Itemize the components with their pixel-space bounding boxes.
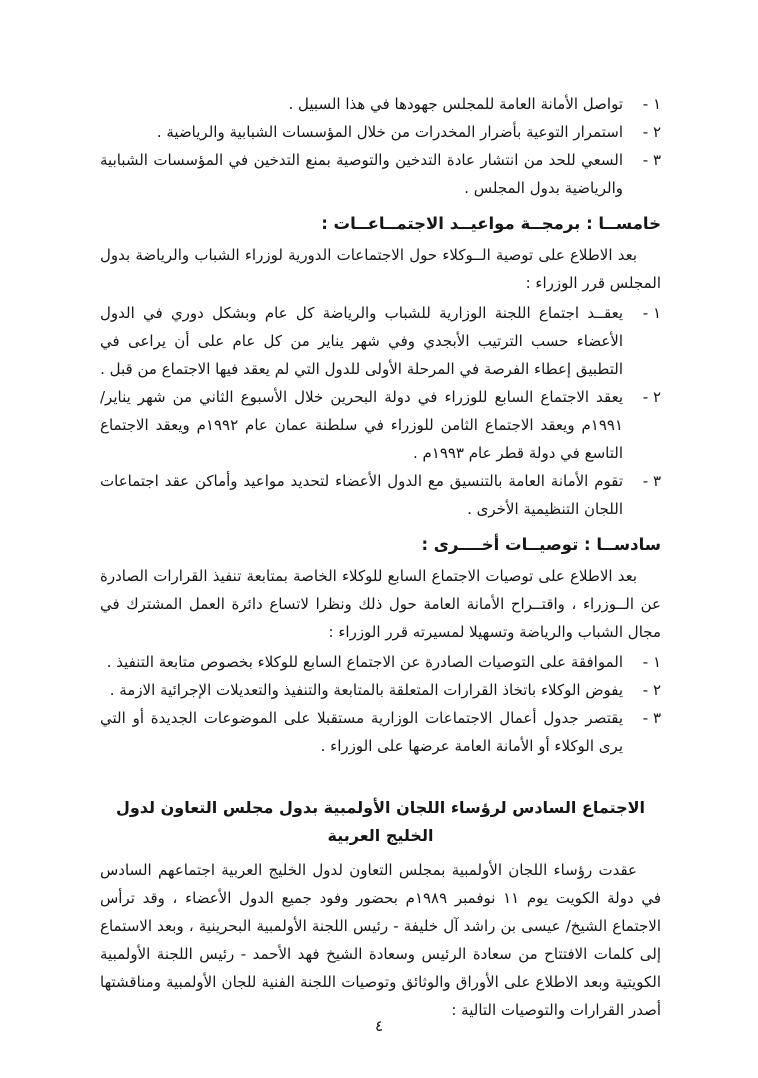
page-number: ٤: [374, 1017, 384, 1035]
item-number: ١ -: [642, 653, 661, 671]
meeting-section-body: عقدت رؤساء اللجان الأولمبية بمجلس التعاون لدول الخليج العربية اجتماعهم السادس في دولة الكويت يوم ١١ نوفمبر ١٩٨٩م بحضور وفود جميع الدول الأعضاء ، وقد ترأس الاجتماع الشيخ/ عيسى بن راشد آل خليفة - رئيس اللجنة الأولمبية البحرينية ، وبعد الاستماع إلى كلمات الافتتاح من سعادة الرئيس وسعادة الشيخ فهد الأحمد - رئيس اللجنة الأولمبية الكويتية وبعد الاطلاع على الأوراق والوثائق وتوصيات اللجنة الفنية للجان الأولمبية ومناقشتها أصدر القرارات والتوصيات التالية :: [100, 861, 662, 1019]
section-sixth-intro: بعد الاطلاع على توصيات الاجتماع السابع للوكلاء الخاصة بمتابعة تنفيذ القرارات الصادرة عن الــوزراء ، واقتــراح الأمانة العامة حول ذلك ونظرا لاتساع دائرة العمل المشترك في مجال الشباب والرياضة وتسهيلا لمسيرته قرر الوزراء :: [100, 567, 661, 641]
list-item: [100, 90, 661, 118]
item-text: السعي للحد من انتشار عادة التدخين والتوصية بمنع التدخين في المؤسسات الشبابية والرياضية بدول المجلس .: [100, 151, 623, 197]
item-text: يقتصر جدول أعمال الاجتماعات الوزارية مستقبلا على الموضوعات الجديدة أو التي يرى الوكلاء أو الأمانة العامة عرضها على الوزراء .: [100, 709, 623, 755]
section-heading-sixth: سادســا : توصيــات أخــــرى :: [421, 535, 661, 554]
item-text: يعقــد اجتماع اللجنة الوزارية للشباب والرياضة كل عام وبشكل دوري في الدول الأعضاء حسب الترتيب الأبجدي وفي شهر يناير من كل عام على أن يراعى في التطبيق إعطاء الفرصة في المرحلة الأولى للدول التي لم يعقد فيها الاجتماع من قبل .: [100, 304, 623, 378]
section-heading-fifth: خامســا : برمجــة مواعيــد الاجتمــاعــات :: [321, 214, 661, 233]
item-text: يفوض الوكلاء باتخاذ القرارات المتعلقة بالمتابعة والتنفيذ والتعديلات الإجرائية الازمة .: [109, 681, 623, 699]
list-item: [100, 118, 661, 146]
item-number: ٣ -: [642, 151, 661, 169]
list-item: [100, 146, 661, 202]
list-item: [100, 648, 661, 676]
list-item: [100, 299, 661, 383]
section-fifth-intro: بعد الاطلاع على توصية الــوكلاء حول الاجتماعات الدورية لوزراء الشباب والرياضة بدول المجلس قرر الوزراء :: [100, 246, 661, 292]
item-number: ١ -: [642, 95, 661, 113]
item-number: ٣ -: [642, 472, 661, 490]
list-item: [100, 704, 661, 760]
item-number: ١ -: [642, 304, 661, 322]
top-numbered-list: [100, 90, 661, 202]
item-number: ٢ -: [642, 123, 661, 141]
list-item: [100, 676, 661, 704]
item-text: تقوم الأمانة العامة بالتنسيق مع الدول الأعضاء لتحديد مواعيد وأماكن عقد اجتماعات اللجان التنظيمية الأخرى .: [100, 472, 623, 518]
item-number: ٢ -: [642, 681, 661, 699]
item-text: تواصل الأمانة العامة للمجلس جهودها في هذا السبيل .: [288, 95, 623, 113]
list-item: [100, 383, 661, 467]
item-number: ٣ -: [642, 709, 661, 727]
item-text: استمرار التوعية بأضرار المخدرات من خلال المؤسسات الشبابية والرياضية .: [156, 123, 623, 141]
section-fifth-list: [100, 299, 661, 523]
item-number: ٢ -: [642, 388, 661, 406]
meeting-section-heading: الاجتماع السادس لرؤساء اللجان الأولمبية بدول مجلس التعاون لدول الخليج العربية: [115, 798, 646, 845]
section-sixth-list: [100, 648, 661, 760]
item-text: يعقد الاجتماع السابع للوزراء في دولة البحرين خلال الأسبوع الثاني من شهر يناير/١٩٩١م ويعقد الاجتماع الثامن للوزراء في سلطنة عمان عام ١٩٩٢م ويعقد الاجتماع التاسع في دولة قطر عام ١٩٩٣م .: [100, 388, 623, 462]
item-text: الموافقة على التوصيات الصادرة عن الاجتماع السابع للوكلاء بخصوص متابعة التنفيذ .: [106, 653, 623, 671]
list-item: [100, 467, 661, 523]
